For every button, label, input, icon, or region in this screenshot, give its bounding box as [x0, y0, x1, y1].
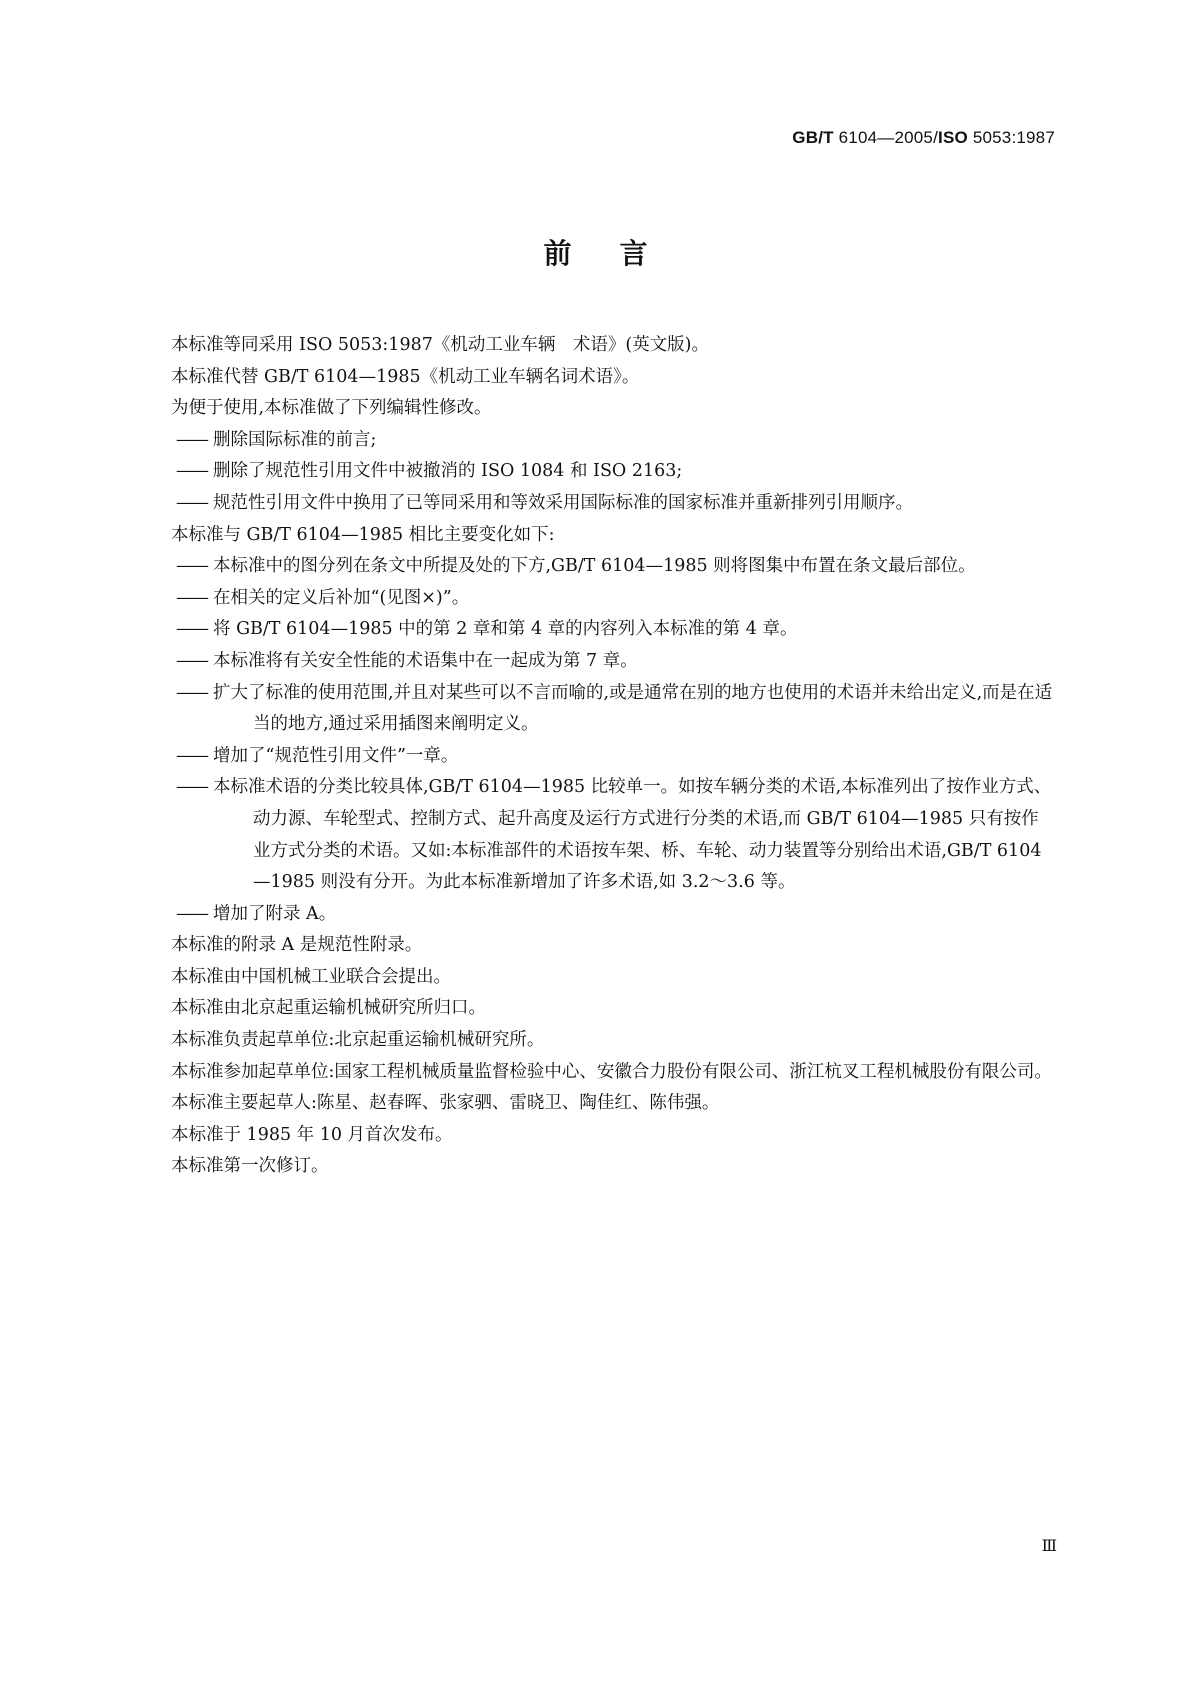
- paragraph-proposer: 本标准由中国机械工业联合会提出。: [171, 966, 451, 987]
- list-item: [176, 646, 1056, 678]
- dash-mark: ——: [176, 745, 207, 766]
- dash-mark: ——: [176, 492, 207, 513]
- list-item-text: 在相关的定义后补加“(见图×)”。: [213, 587, 470, 608]
- page-number: Ⅲ: [1041, 1538, 1057, 1555]
- list-item-text: 本标准将有关安全性能的术语集中在一起成为第 7 章。: [213, 650, 638, 671]
- list-item: [176, 551, 1056, 583]
- list-item: [176, 772, 1056, 898]
- dash-mark: ——: [176, 461, 207, 482]
- list-item-text: 将 GB/T 6104—1985 中的第 2 章和第 4 章的内容列入本标准的第 4 章。: [213, 619, 798, 640]
- list-item: [176, 741, 1056, 773]
- list-item-text: 扩大了标准的使用范围,并且对某些可以不言而喻的,或是通常在别的地方也使用的术语并未给出定义,而是在适当的地方,通过采用插图来阐明定义。: [213, 682, 1053, 735]
- standard-number: [792, 128, 1055, 148]
- list-item-text: 删除国际标准的前言;: [213, 429, 377, 450]
- dash-mark: ——: [176, 556, 207, 577]
- dash-mark: ——: [176, 777, 207, 798]
- list-item: [176, 425, 1056, 457]
- dash-mark: ——: [176, 619, 207, 640]
- standard-number-iso: ISO: [938, 128, 968, 147]
- paragraph-drafters: 本标准主要起草人:陈星、赵春晖、张家驷、雷晓卫、陶佳红、陈伟强。: [171, 1093, 720, 1114]
- paragraph-drafting-unit: 本标准负责起草单位:北京起重运输机械研究所。: [171, 1030, 545, 1051]
- standard-number-mid: 6104—2005/: [833, 128, 939, 147]
- dash-mark: ——: [176, 650, 207, 671]
- list-item-text: 本标准中的图分列在条文中所提及处的下方,GB/T 6104—1985 则将图集中布置在条文最后部位。: [213, 556, 976, 577]
- dash-mark: ——: [176, 587, 207, 608]
- paragraph-editorial: 为便于使用,本标准做了下列编辑性修改。: [171, 398, 492, 419]
- list-item: [176, 614, 1056, 646]
- list-item: [176, 456, 1056, 488]
- list-item: [176, 488, 1056, 520]
- dash-mark: ——: [176, 682, 207, 703]
- paragraph-first-issue: 本标准于 1985 年 10 月首次发布。: [171, 1124, 453, 1145]
- list-item-text: 删除了规范性引用文件中被撤消的 ISO 1084 和 ISO 2163;: [213, 461, 683, 482]
- dash-mark: ——: [176, 903, 207, 924]
- paragraph-annex: 本标准的附录 A 是规范性附录。: [171, 935, 423, 956]
- list-item-text: 规范性引用文件中换用了已等同采用和等效采用国际标准的国家标准并重新排列引用顺序。: [213, 492, 913, 513]
- standard-number-suffix: 5053:1987: [967, 128, 1055, 147]
- paragraph-participating-units: 本标准参加起草单位:国家工程机械质量监督检验中心、安徽合力股份有限公司、浙江杭叉工程机械股份有限公司。: [171, 1061, 1052, 1082]
- list-item: [176, 678, 1056, 741]
- standard-number-prefix: GB/T: [792, 128, 834, 147]
- page-title: 前言: [543, 237, 696, 270]
- list-item: [176, 583, 1056, 615]
- foreword-body: [136, 330, 1056, 1183]
- paragraph-replaces: 本标准代替 GB/T 6104—1985《机动工业车辆名词术语》。: [171, 366, 640, 387]
- list-item-text: 增加了“规范性引用文件”一章。: [213, 745, 459, 766]
- paragraph-centralized: 本标准由北京起重运输机械研究所归口。: [171, 998, 486, 1019]
- list-item-text: 本标准术语的分类比较具体,GB/T 6104—1985 比较单一。如按车辆分类的术语,本标准列出了按作业方式、动力源、车轮型式、控制方式、起升高度及运行方式进行分类的术语,而 GB/T 6104—1985 只有按作业方式分类的术语。又如:本标准部件的术语按车架、桥、车轮、动力装置等分别给出术语,GB/T 6104—1985 则没有分开。为此本标准新增加了许多术语,如 3.2～3.6 等。: [213, 777, 1052, 893]
- list-item: [176, 899, 1056, 931]
- list-item-text: 增加了附录 A。: [213, 903, 337, 924]
- dash-mark: ——: [176, 429, 207, 450]
- paragraph-adoption: 本标准等同采用 ISO 5053:1987《机动工业车辆 术语》(英文版)。: [171, 335, 709, 355]
- paragraph-revision: 本标准第一次修订。: [171, 1156, 329, 1177]
- paragraph-changes: 本标准与 GB/T 6104—1985 相比主要变化如下:: [171, 524, 555, 545]
